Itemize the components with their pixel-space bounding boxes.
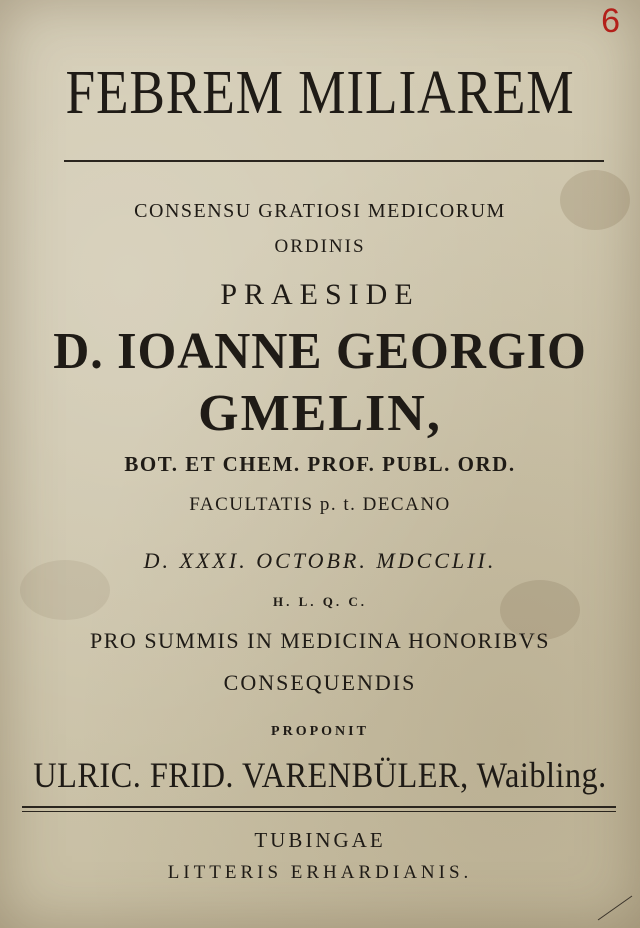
praeses-name-line-2: GMELIN, bbox=[198, 385, 442, 442]
hlqc-line: H. L. Q. C. bbox=[272, 594, 368, 609]
facultatis-line: FACULTATIS p. t. DECANO bbox=[189, 494, 451, 515]
consensus-line: CONSENSU GRATIOSI MEDICORUM bbox=[134, 200, 506, 222]
purpose-line-1: PRO SUMMIS IN MEDICINA HONORIBVS bbox=[90, 628, 550, 653]
ordinis-line: ORDINIS bbox=[274, 236, 366, 257]
imprint-place: TUBINGAE bbox=[254, 828, 386, 852]
document-title: FEBREM MILIAREM bbox=[65, 59, 575, 127]
author-origin: Waibling. bbox=[476, 755, 607, 795]
proponit-line: PROPONIT bbox=[271, 724, 369, 739]
date-line: D. XXXI. OCTOBR. MDCCLII. bbox=[143, 548, 497, 573]
imprint-rule-bottom bbox=[22, 811, 616, 812]
praeses-title-line: BOT. ET CHEM. PROF. PUBL. ORD. bbox=[124, 452, 516, 476]
praeses-name-line-1: D. IOANNE GEORGIO bbox=[53, 323, 587, 380]
praeside-line: PRAESIDE bbox=[220, 278, 420, 311]
title-rule bbox=[64, 160, 604, 162]
author-name: ULRIC. FRID. VARENBÜLER, bbox=[33, 755, 469, 795]
author-line bbox=[32, 754, 608, 796]
imprint-printer: LITTERIS ERHARDIANIS. bbox=[167, 862, 473, 883]
folio-number: 6 bbox=[601, 2, 620, 40]
imprint-rule-top bbox=[22, 806, 616, 808]
page-corner-mark bbox=[594, 892, 634, 922]
purpose-line-2: CONSEQUENDIS bbox=[223, 670, 417, 695]
